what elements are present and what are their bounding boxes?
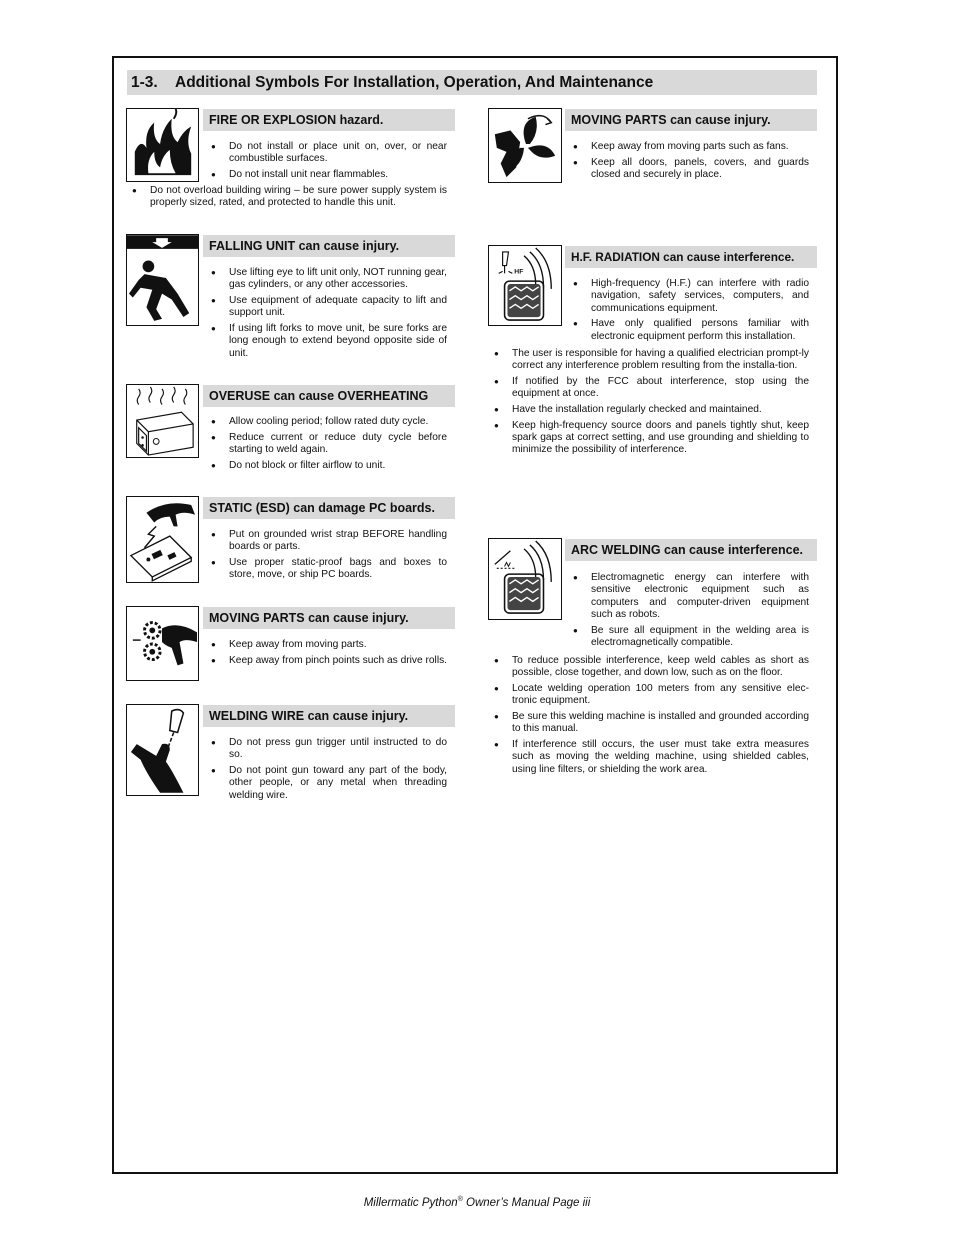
hf-wide-bullets [492, 348, 809, 460]
wire-bullets [209, 737, 447, 805]
moving-right-heading: MOVING PARTS can cause injury. [565, 109, 817, 131]
static-heading: STATIC (ESD) can damage PC boards. [203, 497, 455, 519]
list-item: ● Use lifting eye to lift unit only, NOT running gear, gas cylinders, or any other accessories. [209, 267, 447, 292]
overuse-heading: OVERUSE can cause OVERHEATING [203, 385, 455, 407]
registered-mark: ® [457, 1196, 463, 1203]
arc-wide-bullets [492, 655, 809, 779]
moving-left-bullets [209, 639, 447, 670]
list-item: ● Be sure all equipment in the welding area is electromagnetically compatible. [571, 625, 809, 650]
overuse-bullets [209, 416, 447, 475]
list-item: ● If interference still occurs, the user must take extra measures such as moving the welding machine, using shielded cables, using line filters, or shielding the work area. [492, 739, 809, 776]
static-esd-icon [126, 496, 199, 583]
section-title-text: Additional Symbols For Installation, Operation, And Maintenance [175, 74, 654, 91]
section-number: 1-3. [131, 74, 158, 91]
footer-prefix: Millermatic Python [363, 1196, 458, 1209]
falling-bullets [209, 267, 447, 363]
list-item: ● Keep away from moving parts such as fans. [571, 141, 809, 153]
arc-welding-interference-icon [488, 538, 562, 620]
list-item: ● Use equipment of adequate capacity to lift and support unit. [209, 295, 447, 320]
moving-parts-gears-icon [126, 606, 199, 681]
list-item: ● Keep high-frequency source doors and panels tightly shut, keep spark gaps at correct setting, and use grounding and shielding to minimize the possibility of interference. [492, 420, 809, 457]
list-item: ● Do not press gun trigger until instructed to do so. [209, 737, 447, 762]
fire-icon [126, 108, 199, 182]
fire-bullets [209, 141, 447, 185]
list-item: ● Do not block or filter airflow to unit. [209, 460, 447, 472]
hf-radiation-icon [488, 245, 562, 326]
arc-heading: ARC WELDING can cause interference. [565, 539, 817, 561]
list-item: ● Electromagnetic energy can interfere with sensitive electronic equipment such as computers and computer-driven equipment such as robots. [571, 572, 809, 622]
moving-right-bullets [571, 141, 809, 185]
footer-suffix: Owner’s Manual Page iii [462, 1196, 591, 1209]
list-item: ● Do not install unit near flammables. [209, 169, 447, 181]
falling-heading: FALLING UNIT can cause injury. [203, 235, 455, 257]
hf-heading: H.F. RADIATION can cause interference. [565, 246, 817, 268]
list-item: ● If using lift forks to move unit, be sure forks are long enough to extend beyond opposite side of unit. [209, 323, 447, 360]
welding-wire-icon [126, 704, 199, 796]
list-item: ● Keep all doors, panels, covers, and guards closed and securely in place. [571, 157, 809, 182]
hf-bullets [571, 278, 809, 346]
overheating-icon [126, 384, 199, 458]
list-item: ● Be sure this welding machine is installed and grounded according to this manual. [492, 711, 809, 736]
list-item: ● Have only qualified persons familiar with electronic equipment perform this installation. [571, 318, 809, 343]
list-item: ● Use proper static-proof bags and boxes to store, move, or ship PC boards. [209, 557, 447, 582]
list-item: ● Reduce current or reduce duty cycle before starting to weld again. [209, 432, 447, 457]
list-item: ● Do not point gun toward any part of the body, other people, or any metal when threading welding wire. [209, 765, 447, 802]
list-item: ● The user is responsible for having a qualified electrician prompt-ly correct any interference problem resulting from the installa-tion. [492, 348, 809, 373]
falling-unit-icon [126, 234, 199, 326]
moving-parts-fan-icon [488, 108, 562, 183]
list-item: ● To reduce possible interference, keep weld cables as short as possible, close together, and down low, such as on the floor. [492, 655, 809, 680]
list-item: ● Keep away from pinch points such as drive rolls. [209, 655, 447, 667]
list-item: ● Do not install or place unit on, over, or near combustible surfaces. [209, 141, 447, 166]
fire-heading: FIRE OR EXPLOSION hazard. [203, 109, 455, 131]
list-item: ● High-frequency (H.F.) can interfere with radio navigation, safety services, computers, and communications equipment. [571, 278, 809, 315]
list-item: ● If notified by the FCC about interference, stop using the equipment at once. [492, 376, 809, 401]
arc-bullets [571, 572, 809, 653]
hf-label: HF [514, 268, 524, 276]
list-item: ● Have the installation regularly checked and maintained. [492, 404, 809, 416]
list-item: ● Locate welding operation 100 meters from any sensitive elec-tronic equipment. [492, 683, 809, 708]
section-title [127, 70, 817, 95]
list-item: ● Allow cooling period; follow rated duty cycle. [209, 416, 447, 428]
static-bullets [209, 529, 447, 585]
list-item: ● Keep away from moving parts. [209, 639, 447, 651]
list-item: ● Do not overload building wiring – be sure power supply system is properly sized, rated, and protected to handle this unit. [130, 185, 447, 210]
moving-left-heading: MOVING PARTS can cause injury. [203, 607, 455, 629]
list-item: ● Put on grounded wrist strap BEFORE handling boards or parts. [209, 529, 447, 554]
wire-heading: WELDING WIRE can cause injury. [203, 705, 455, 727]
page-footer [0, 1196, 954, 1209]
fire-wide-bullets [130, 185, 447, 213]
